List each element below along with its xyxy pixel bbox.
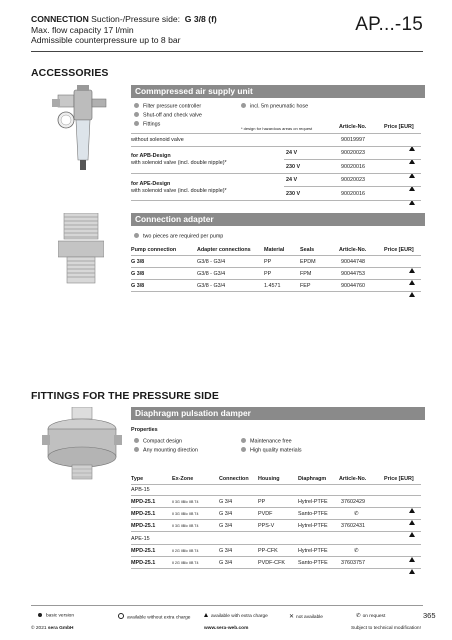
row-without-valve-article: 90019997 [341, 136, 365, 143]
extra-charge-icon [409, 561, 415, 579]
bullet-fittings: Fittings [134, 121, 160, 129]
ape-voltage-230: 230 V [286, 190, 301, 197]
ape-voltage-24: 24 V [286, 177, 298, 183]
ape-article-24: 90020023 [341, 177, 365, 183]
damper-row4-housing: PP-CFK [258, 547, 278, 554]
adapter-row3-article: 90044760 [341, 282, 365, 289]
header-rule [31, 51, 423, 52]
damper-header-price: Price [EUR] [384, 476, 414, 482]
damper-header-housing: Housing [258, 476, 280, 482]
adapter-row3-pump: G 3/8 [131, 282, 145, 289]
adapter-row3-material: 1.4571 [264, 282, 281, 289]
damper-header-exzone: Ex-Zone [172, 476, 194, 482]
adapter-header-pump: Pump connection [131, 247, 177, 253]
footer-copyright: © 2021 sera GmbH [31, 626, 74, 631]
damper-row4-conn: G 3/4 [219, 547, 233, 554]
adapter-row3-adapter: G3/8 - G3/4 [197, 282, 226, 289]
damper-row1-exzone: II 3G IIB/c IIB T4 [172, 500, 199, 504]
col-price: Price [EUR] [384, 124, 414, 130]
adapter-header-seals: Seals [300, 247, 315, 253]
damper-row5-diaphragm: Santo-PTFE [298, 559, 328, 566]
bullet-dot-icon [134, 121, 139, 126]
damper-row2-type: MPD-25.1 [131, 510, 156, 517]
footer-disclaimer: Subject to technical modification! [351, 626, 421, 631]
ape-article-230: 90020016 [341, 190, 365, 197]
bullet-maintenance: Maintenance free [241, 438, 292, 446]
damper-row3-article: 37602431 [341, 522, 365, 529]
bullet-dot-icon [241, 447, 246, 452]
adapter-row2-article: 90044753 [341, 270, 365, 277]
bullet-dot-icon [134, 112, 139, 117]
damper-header-type: Type [131, 476, 144, 482]
apb-voltage-24: 24 V [286, 150, 298, 156]
bullet-dot-icon [134, 438, 139, 443]
adapter-row2-adapter: G3/8 - G3/4 [197, 270, 226, 277]
section-fittings: FITTINGS FOR THE PRESSURE SIDE [31, 390, 219, 402]
bullet-compact: Compact design [134, 438, 182, 446]
model-number: AP...-15 [355, 14, 423, 35]
bullet-dot-icon [134, 103, 139, 108]
connection-adapter-image [58, 213, 104, 285]
ape-title: for APE-Design [131, 181, 171, 187]
air-supply-unit-bar: Commpressed air supply unit [131, 85, 425, 98]
pulsation-damper-bar: Diaphragm pulsation damper [131, 407, 425, 420]
damper-row2-housing: PVDF [258, 510, 273, 517]
apb-article-24: 90020023 [341, 150, 365, 156]
bullet-dot-icon [241, 103, 246, 108]
extra-charge-icon [409, 524, 415, 542]
hazard-note: * design for hazardous areas on request [241, 125, 313, 131]
legend-on-request: ✆ on request [356, 613, 386, 619]
adapter-row3-seals: FEP [300, 282, 311, 289]
legend-not-available: ✕ not available [289, 614, 323, 620]
damper-row1-type: MPD-25.1 [131, 498, 156, 505]
damper-row1-conn: G 3/4 [219, 498, 233, 505]
damper-row3-type: MPD-25.1 [131, 522, 156, 529]
section-accessories: ACCESSORIES [31, 67, 109, 79]
adapter-row1-seals: EPDM [300, 258, 316, 265]
adapter-header-material: Material [264, 247, 285, 253]
footer-website[interactable]: www.sera-web.com [204, 626, 249, 631]
bullet-mounting: Any mounting direction [134, 447, 198, 455]
adapter-row1-pump: G 3/8 [131, 258, 145, 265]
damper-row3-conn: G 3/4 [219, 522, 233, 529]
bullet-dot-icon [241, 438, 246, 443]
on-request-icon: ✆ [356, 613, 361, 619]
adapter-header-price: Price [EUR] [384, 247, 414, 253]
damper-row4-type: MPD-25.1 [131, 547, 156, 554]
adapter-header-adapter: Adapter connections [197, 247, 251, 253]
col-article: Article-No. [339, 124, 367, 130]
group-ape: APE-15 [131, 536, 150, 542]
header-counterpressure: Admissible counterpressure up to 8 bar [31, 35, 181, 45]
damper-row3-housing: PPS-V [258, 522, 275, 529]
damper-row5-housing: PVDF-CFK [258, 559, 285, 566]
damper-row5-article: 37603757 [341, 559, 365, 566]
damper-row4-exzone: II 2G IIB/c IIB T4 [172, 549, 199, 553]
bullet-valve: Shut-off and check valve [134, 112, 202, 120]
group-apb: APB-15 [131, 487, 150, 493]
legend-basic: basic version [38, 613, 74, 619]
bullet-dot-icon [134, 233, 139, 238]
damper-row4-diaphragm: Hytrel-PTFE [298, 547, 328, 554]
page-number: 365 [423, 611, 436, 620]
adapter-row2-seals: FPM [300, 270, 312, 277]
damper-header-diaphragm: Diaphragm [298, 476, 327, 482]
damper-header-connection: Connection [219, 476, 249, 482]
on-request-icon: ✆ [354, 510, 359, 517]
pulsation-damper-image [42, 407, 122, 489]
basic-version-icon [38, 613, 42, 617]
damper-row2-conn: G 3/4 [219, 510, 233, 517]
damper-row5-conn: G 3/4 [219, 559, 233, 566]
row-without-valve-label: without solenoid valve [131, 136, 184, 143]
legend-extra-charge: available with extra charge [204, 613, 268, 619]
damper-row1-article: 37602429 [341, 498, 365, 505]
not-available-icon: ✕ [289, 614, 295, 620]
damper-row1-housing: PP [258, 498, 266, 505]
no-charge-icon [118, 613, 124, 619]
legend-no-charge: available without extra charge [118, 613, 190, 621]
extra-charge-icon [409, 284, 415, 302]
adapter-row1-material: PP [264, 258, 272, 265]
damper-row2-diaphragm: Santo-PTFE [298, 510, 328, 517]
on-request-icon: ✆ [354, 547, 359, 554]
bullet-dot-icon [134, 447, 139, 452]
extra-charge-icon [204, 613, 208, 617]
ape-desc: with solenoid valve (incl. double nipple)* [131, 188, 227, 194]
header-flow: Max. flow capacity 17 l/min [31, 24, 134, 35]
adapter-header-article: Article-No. [339, 247, 367, 253]
air-supply-unit-image [52, 85, 110, 175]
apb-article-230: 90020016 [341, 163, 365, 170]
bullet-filter: Filter pressure controller [134, 103, 201, 111]
damper-row2-exzone: II 3G IIB/c IIB T4 [172, 512, 199, 516]
apb-title: for APB-Design [131, 153, 171, 159]
damper-header-article: Article-No. [339, 476, 367, 482]
bullet-materials: High quality materials [241, 447, 302, 455]
adapter-row2-material: PP [264, 270, 272, 277]
damper-row3-exzone: II 3G IIB/c IIB T4 [172, 524, 199, 528]
adapter-bullet: two pieces are required per pump [134, 233, 223, 241]
damper-row1-diaphragm: Hytrel-PTFE [298, 498, 328, 505]
adapter-row1-article: 90044748 [341, 258, 365, 265]
adapter-row2-pump: G 3/8 [131, 270, 145, 277]
properties-label: Properties [131, 427, 158, 433]
bullet-hose: incl. 5m pneumatic hose [241, 103, 308, 111]
header-connection: CONNECTION Suction-/Pressure side: G 3/8 (f) [31, 14, 217, 24]
damper-row3-diaphragm: Hytrel-PTFE [298, 522, 328, 529]
apb-desc: with solenoid valve (incl. double nipple)* [131, 160, 227, 166]
adapter-row1-adapter: G3/8 - G3/4 [197, 258, 226, 265]
connection-adapter-bar: Connection adapter [131, 213, 425, 226]
damper-row5-type: MPD-25.1 [131, 559, 156, 566]
damper-row5-exzone: II 2G IIB/c IIB T4 [172, 561, 199, 565]
apb-voltage-230: 230 V [286, 163, 301, 170]
